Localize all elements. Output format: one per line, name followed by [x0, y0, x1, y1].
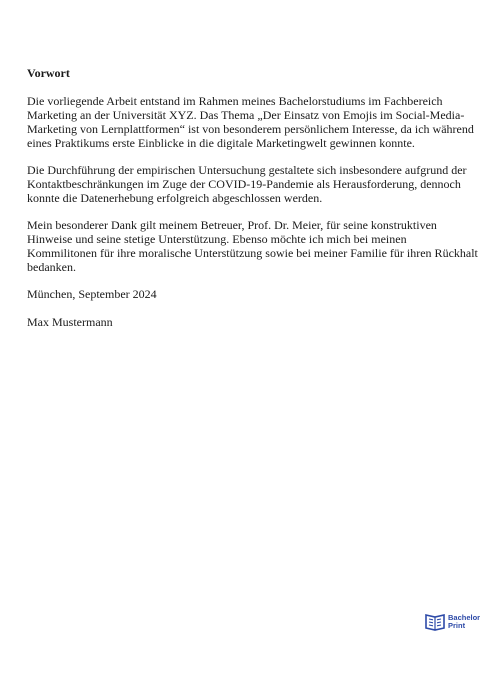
document-content — [27, 66, 479, 343]
paragraph-research: Die Durchführung der empirischen Untersuchung gestaltete sich insbesondere aufgrund der Kontaktbeschränkungen im Zuge der COVID-19-Pandemie als Herausforderung, dennoch konnte die Datenerhebung erfolgreich abgeschlossen werden. — [27, 163, 467, 205]
logo-line-2: Print — [448, 621, 466, 630]
paragraph-intro: Die vorliegende Arbeit entstand im Rahmen meines Bachelorstudiums im Fachbereich Marketing an der Universität XYZ. Das Thema „Der Einsatz von Emojis im Social-Media-Marketing von Lernplattformen“ ist von besonderem persönlichem Interesse, da ich während eines Praktikums erste Einblicke in die digitale Marketingwelt gewinnen konnte. — [27, 94, 474, 150]
paragraph-thanks: Mein besonderer Dank gilt meinem Betreuer, Prof. Dr. Meier, für seine konstruktiven Hinweise und seine stetige Unterstützung. Ebenso möchte ich mich bei meinen Kommilitonen für ihre moralische Unterstützung sowie bei meiner Familie für ihren Rückhalt bedanken. — [27, 218, 478, 274]
bachelorprint-logo — [425, 613, 480, 631]
place-date: München, September 2024 — [27, 287, 157, 301]
author-name: Max Mustermann — [27, 315, 113, 329]
logo-wordmark — [448, 614, 480, 630]
logo-line-1: Bachelor — [448, 613, 481, 622]
bachelorprint-logo-icon — [425, 613, 445, 631]
page-title: Vorwort — [27, 66, 70, 80]
